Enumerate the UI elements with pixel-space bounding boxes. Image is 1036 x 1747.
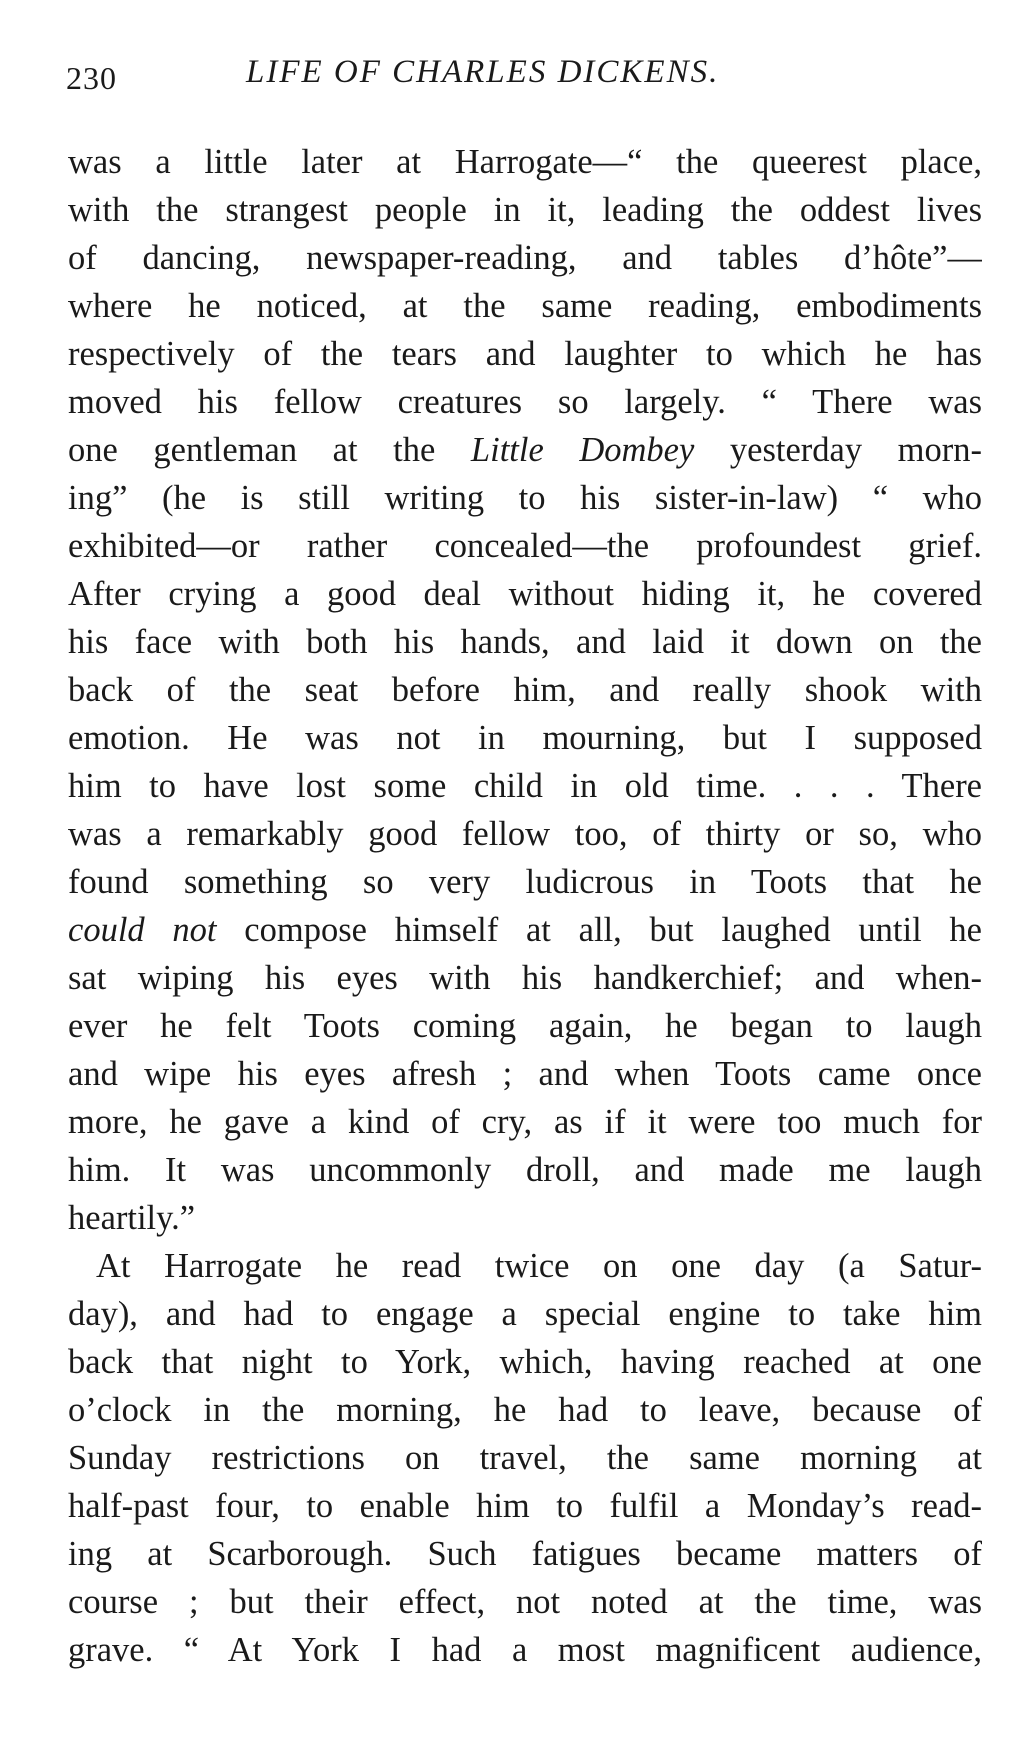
text-line: back of the seat before him, and really shook with bbox=[68, 671, 982, 709]
text-line: o’clock in the morning, he had to leave, because of bbox=[68, 1391, 982, 1429]
paragraph bbox=[68, 138, 982, 1242]
text-line: where he noticed, at the same reading, embodiments bbox=[68, 287, 982, 325]
text-line: found something so very ludicrous in Toots that he bbox=[68, 863, 982, 901]
text-line: Sunday restrictions on travel, the same morning at bbox=[68, 1439, 982, 1477]
text-line: grave. “ At York I had a most magnificent audience, bbox=[68, 1631, 982, 1669]
text-line: his face with both his hands, and laid it down on the bbox=[68, 623, 982, 661]
text-line: with the strangest people in it, leading the oddest lives bbox=[68, 191, 982, 229]
text-line: heartily.” bbox=[68, 1199, 196, 1237]
text-line: At Harrogate he read twice on one day (a Satur- bbox=[96, 1247, 982, 1285]
text-line: ing at Scarborough. Such fatigues became matters of bbox=[68, 1535, 982, 1573]
text-line: was a remarkably good fellow too, of thirty or so, who bbox=[68, 815, 982, 853]
text-line: could not compose himself at all, but laughed until he bbox=[68, 911, 982, 949]
text-line: and wipe his eyes afresh ; and when Toots came once bbox=[68, 1055, 982, 1093]
text-line: him to have lost some child in old time. . . . There bbox=[68, 767, 982, 805]
text-line: sat wiping his eyes with his handkerchief; and when- bbox=[68, 959, 982, 997]
text-line: After crying a good deal without hiding it, he covered bbox=[68, 575, 982, 613]
text-line: half-past four, to enable him to fulfil a Monday’s read- bbox=[68, 1487, 982, 1525]
italic-text: could not bbox=[68, 911, 217, 949]
running-title: LIFE OF CHARLES DICKENS. bbox=[246, 54, 720, 90]
text-line: more, he gave a kind of cry, as if it were too much for bbox=[68, 1103, 982, 1141]
text-line: respectively of the tears and laughter to which he has bbox=[68, 335, 982, 373]
italic-text: Little Dombey bbox=[470, 431, 695, 469]
text-line: ing” (he is still writing to his sister-in-law) “ who bbox=[68, 479, 982, 517]
text-line: emotion. He was not in mourning, but I supposed bbox=[68, 719, 982, 757]
text-line: him. It was uncommonly droll, and made me laugh bbox=[68, 1151, 982, 1189]
text-line: exhibited—or rather concealed—the profoundest grief. bbox=[68, 527, 982, 565]
body-text bbox=[68, 138, 982, 1674]
text-line: of dancing, newspaper-reading, and tables d’hôte”— bbox=[68, 239, 982, 277]
text-line: day), and had to engage a special engine to take him bbox=[68, 1295, 982, 1333]
paragraph bbox=[68, 1242, 982, 1674]
text-line: one gentleman at the Little Dombey yesterday morn- bbox=[68, 431, 982, 469]
text-line: ever he felt Toots coming again, he began to laugh bbox=[68, 1007, 982, 1045]
page-number: 230 bbox=[66, 60, 117, 96]
text-line: course ; but their effect, not noted at the time, was bbox=[68, 1583, 982, 1621]
text-line: back that night to York, which, having reached at one bbox=[68, 1343, 982, 1381]
text-line: was a little later at Harrogate—“ the queerest place, bbox=[68, 143, 982, 181]
text-line: moved his fellow creatures so largely. “ There was bbox=[68, 383, 982, 421]
page-header bbox=[66, 52, 984, 102]
